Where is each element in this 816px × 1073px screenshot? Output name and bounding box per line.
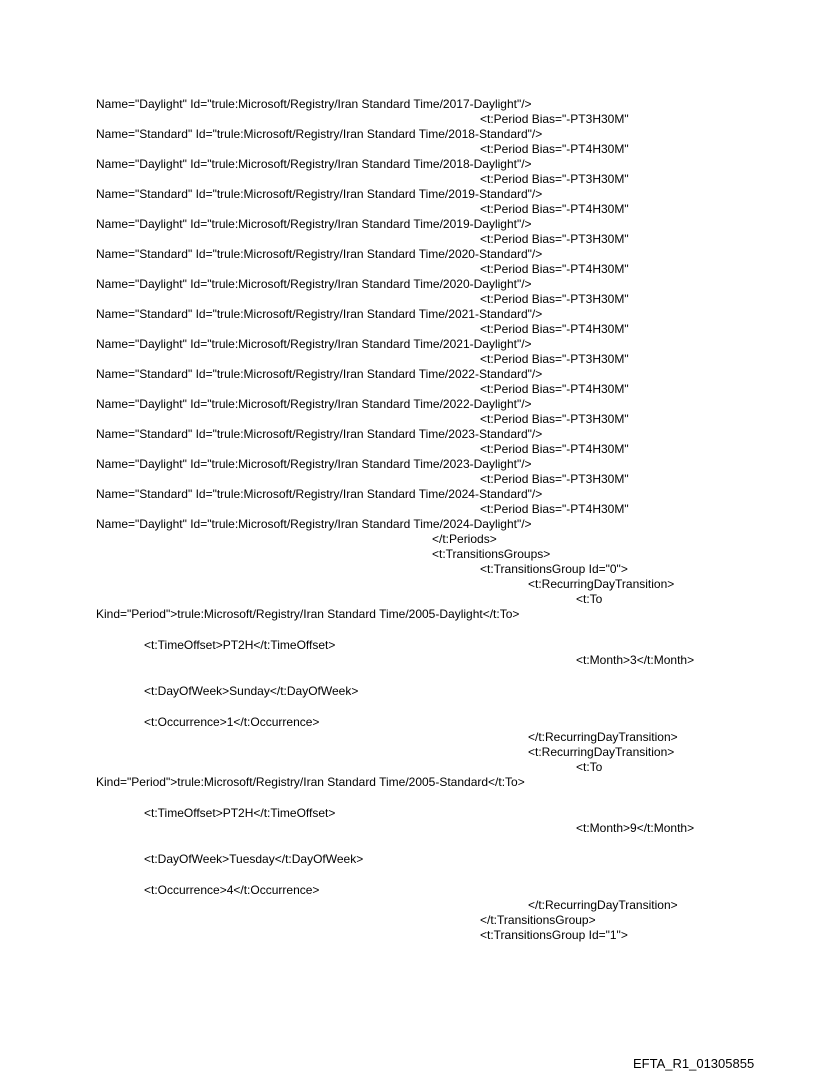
xml-line: Name="Standard" Id="trule:Microsoft/Registry/Iran Standard Time/2021-Standard"/> <box>96 307 543 321</box>
xml-line: Name="Standard" Id="trule:Microsoft/Registry/Iran Standard Time/2018-Standard"/> <box>96 127 543 141</box>
xml-line: Name="Daylight" Id="trule:Microsoft/Registry/Iran Standard Time/2018-Daylight"/> <box>96 157 532 171</box>
xml-line: Name="Daylight" Id="trule:Microsoft/Registry/Iran Standard Time/2021-Daylight"/> <box>96 337 532 351</box>
xml-line: </t:Periods> <box>432 532 497 546</box>
xml-line: <t:Period Bias="-PT4H30M" <box>480 142 629 156</box>
xml-line: <t:Occurrence>4</t:Occurrence> <box>144 883 320 897</box>
xml-line: <t:TransitionsGroups> <box>432 547 551 561</box>
xml-line: Kind="Period">trule:Microsoft/Registry/Iran Standard Time/2005-Standard</t:To> <box>96 775 525 789</box>
xml-line: <t:Period Bias="-PT4H30M" <box>480 382 629 396</box>
xml-line: Name="Daylight" Id="trule:Microsoft/Registry/Iran Standard Time/2022-Daylight"/> <box>96 397 532 411</box>
xml-line: Name="Standard" Id="trule:Microsoft/Registry/Iran Standard Time/2023-Standard"/> <box>96 427 543 441</box>
xml-line: <t:Month>9</t:Month> <box>576 821 695 835</box>
xml-line: <t:Period Bias="-PT4H30M" <box>480 442 629 456</box>
document-id-footer: EFTA_R1_01305855 <box>633 1056 755 1071</box>
xml-line: <t:TransitionsGroup Id="0"> <box>480 562 628 576</box>
xml-line: <t:Period Bias="-PT3H30M" <box>480 412 629 426</box>
xml-line: <t:Period Bias="-PT3H30M" <box>480 232 629 246</box>
xml-line: Name="Standard" Id="trule:Microsoft/Registry/Iran Standard Time/2020-Standard"/> <box>96 247 543 261</box>
xml-line: <t:Period Bias="-PT3H30M" <box>480 352 629 366</box>
xml-line: <t:DayOfWeek>Sunday</t:DayOfWeek> <box>144 684 359 698</box>
xml-line: <t:RecurringDayTransition> <box>528 745 675 759</box>
xml-line: <t:Month>3</t:Month> <box>576 653 695 667</box>
xml-line: <t:Period Bias="-PT4H30M" <box>480 262 629 276</box>
xml-line: <t:RecurringDayTransition> <box>528 577 675 591</box>
xml-line: <t:TimeOffset>PT2H</t:TimeOffset> <box>144 806 336 820</box>
xml-line: Name="Standard" Id="trule:Microsoft/Registry/Iran Standard Time/2022-Standard"/> <box>96 367 543 381</box>
xml-line: <t:Period Bias="-PT4H30M" <box>480 502 629 516</box>
xml-line: Name="Daylight" Id="trule:Microsoft/Registry/Iran Standard Time/2024-Daylight"/> <box>96 517 532 531</box>
xml-line: <t:Period Bias="-PT4H30M" <box>480 322 629 336</box>
xml-line: <t:Period Bias="-PT3H30M" <box>480 112 629 126</box>
xml-line: <t:Occurrence>1</t:Occurrence> <box>144 715 320 729</box>
xml-line: <t:DayOfWeek>Tuesday</t:DayOfWeek> <box>144 852 364 866</box>
xml-line: <t:To <box>576 760 603 774</box>
xml-line: </t:RecurringDayTransition> <box>528 898 678 912</box>
xml-line: <t:To <box>576 592 603 606</box>
xml-line: <t:Period Bias="-PT3H30M" <box>480 172 629 186</box>
xml-line: Name="Standard" Id="trule:Microsoft/Registry/Iran Standard Time/2019-Standard"/> <box>96 187 543 201</box>
xml-line: </t:RecurringDayTransition> <box>528 730 678 744</box>
xml-line: Name="Standard" Id="trule:Microsoft/Registry/Iran Standard Time/2024-Standard"/> <box>96 487 543 501</box>
xml-line: </t:TransitionsGroup> <box>480 913 596 927</box>
xml-line: Name="Daylight" Id="trule:Microsoft/Registry/Iran Standard Time/2017-Daylight"/> <box>96 97 532 111</box>
xml-line: <t:Period Bias="-PT4H30M" <box>480 202 629 216</box>
xml-line: Name="Daylight" Id="trule:Microsoft/Registry/Iran Standard Time/2020-Daylight"/> <box>96 277 532 291</box>
xml-line: <t:Period Bias="-PT3H30M" <box>480 292 629 306</box>
xml-line: Name="Daylight" Id="trule:Microsoft/Registry/Iran Standard Time/2019-Daylight"/> <box>96 217 532 231</box>
xml-line: Name="Daylight" Id="trule:Microsoft/Registry/Iran Standard Time/2023-Daylight"/> <box>96 457 532 471</box>
xml-line: <t:TransitionsGroup Id="1"> <box>480 928 628 942</box>
xml-line: <t:TimeOffset>PT2H</t:TimeOffset> <box>144 638 336 652</box>
xml-line: Kind="Period">trule:Microsoft/Registry/Iran Standard Time/2005-Daylight</t:To> <box>96 607 520 621</box>
xml-line: <t:Period Bias="-PT3H30M" <box>480 472 629 486</box>
